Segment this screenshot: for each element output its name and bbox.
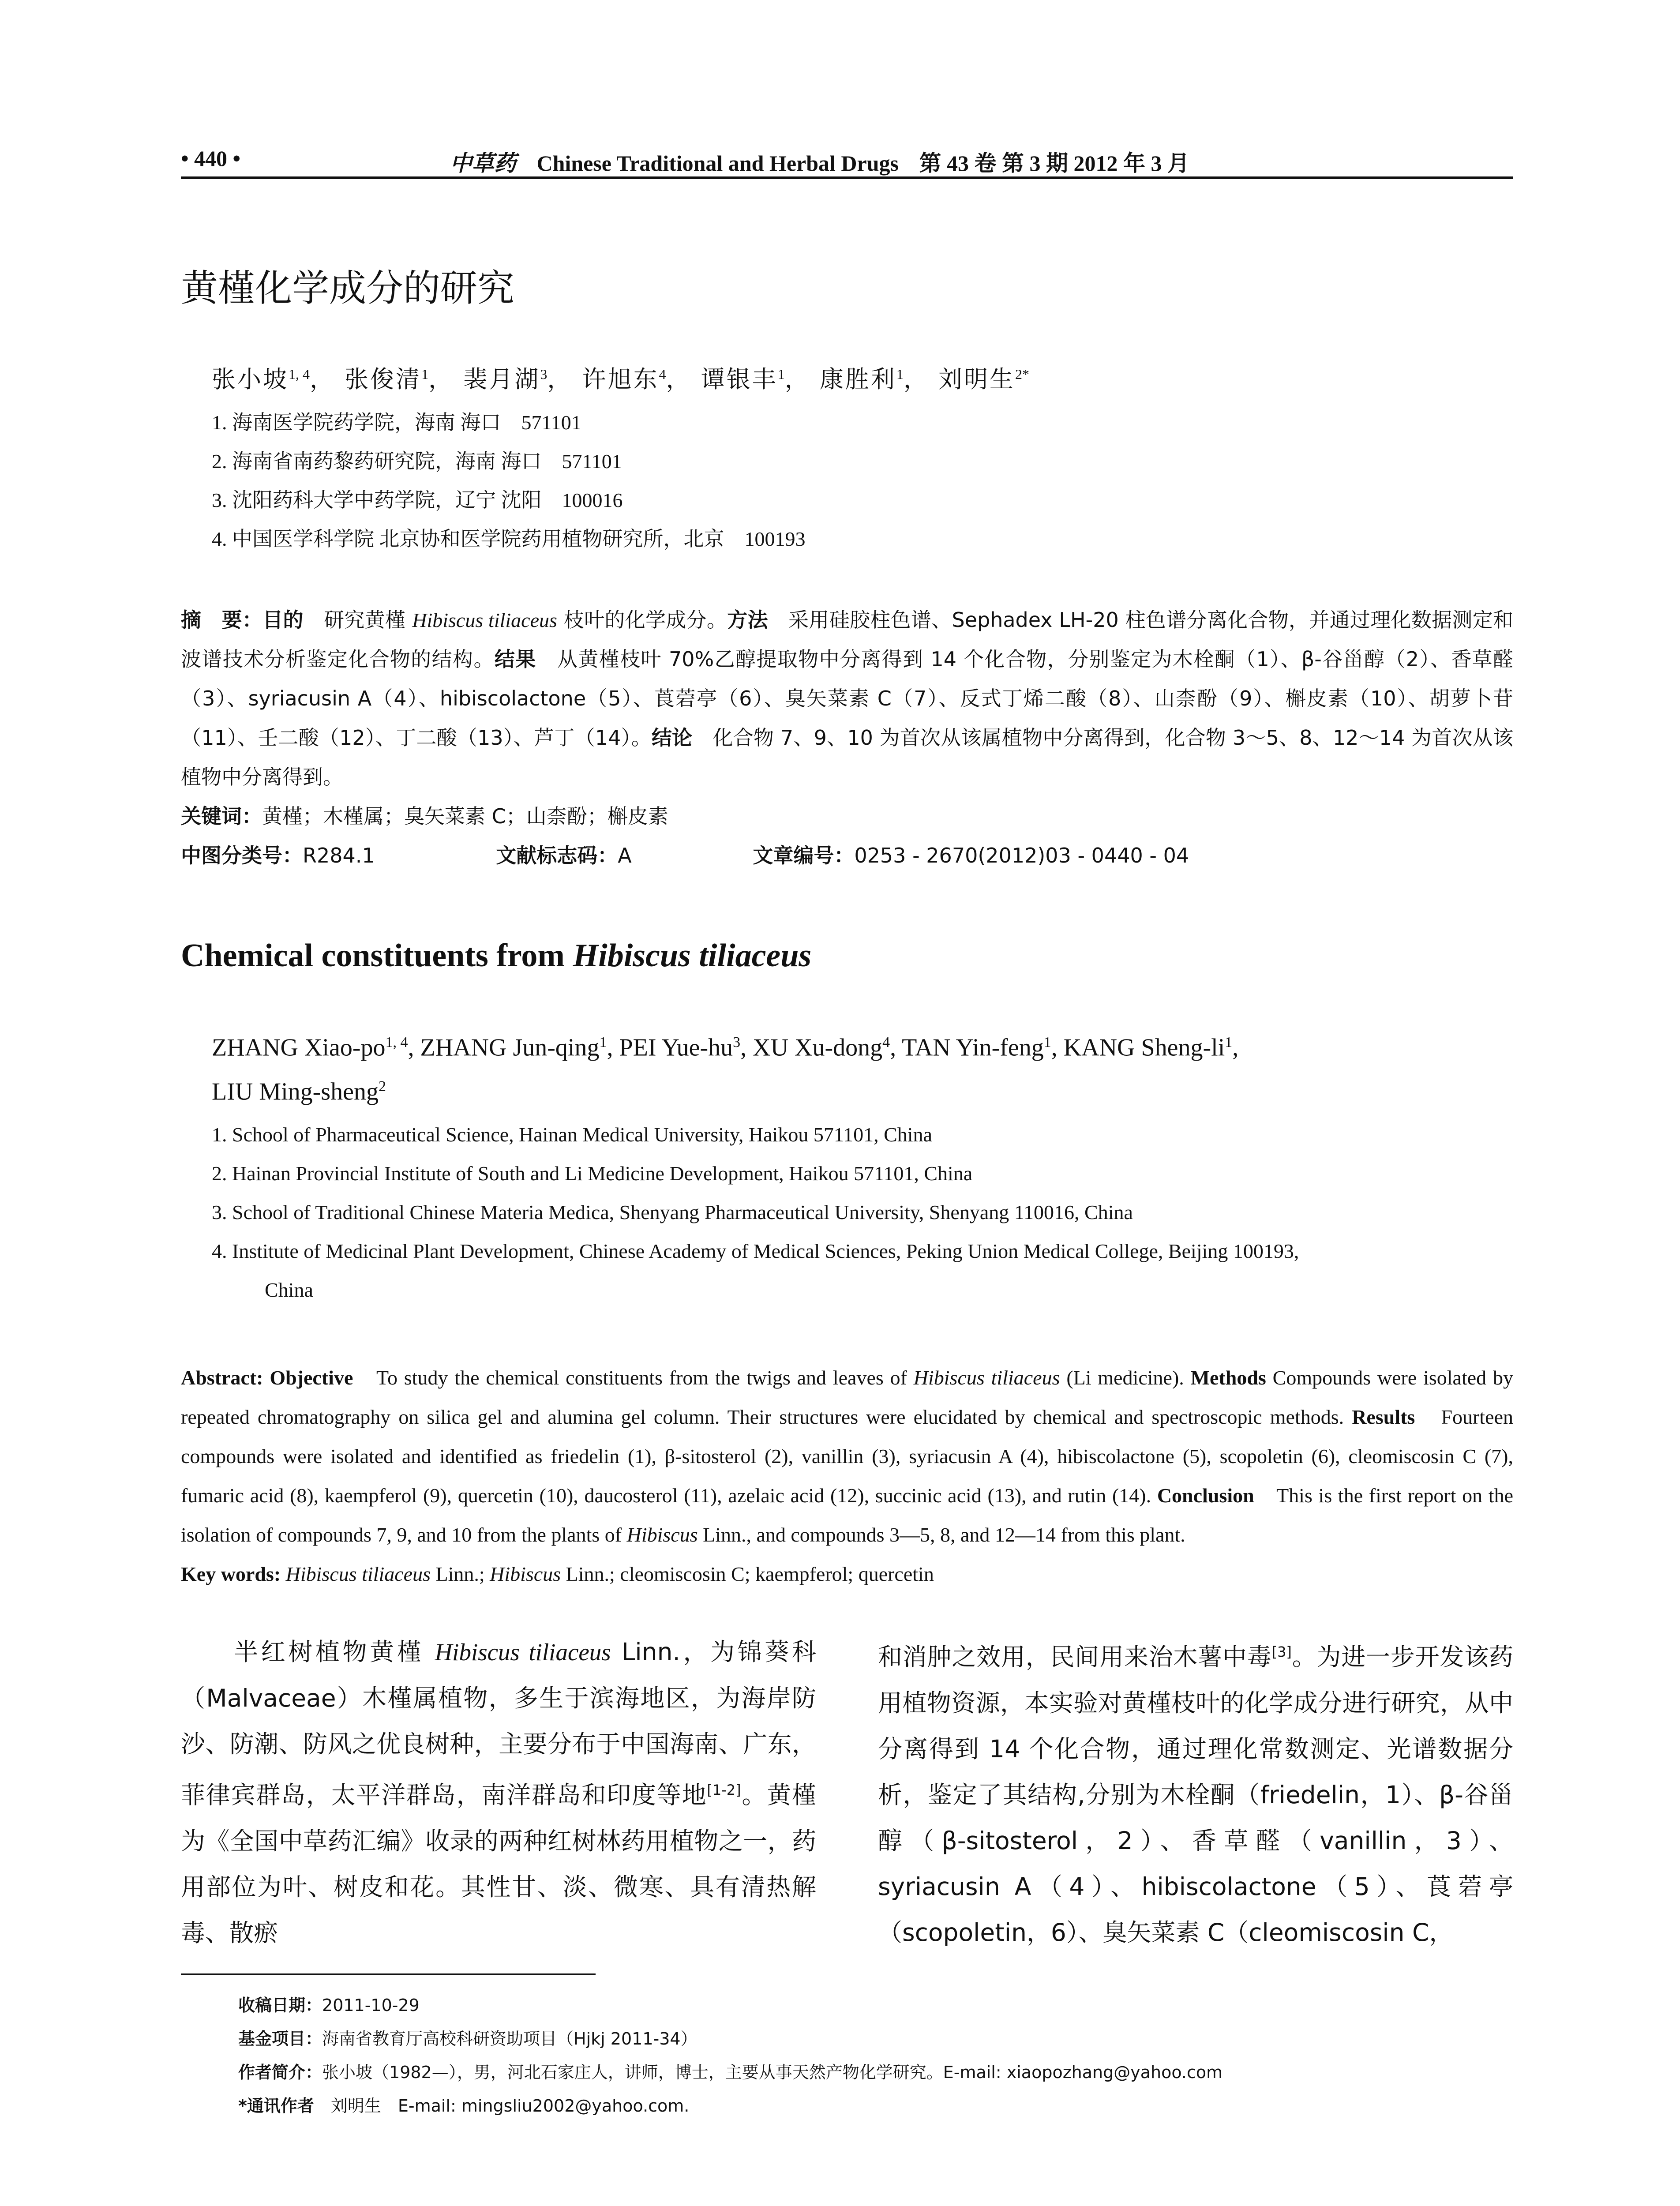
objective-text: 研究黄槿 — [303, 608, 412, 632]
affiliation-cn: 4. 中国医学科学院 北京协和医学院药用植物研究所，北京 100193 — [212, 528, 806, 550]
article-number — [753, 844, 1246, 867]
results-label: 结果 — [494, 647, 536, 671]
title-en — [181, 937, 1513, 975]
affiliation-cn: 2. 海南省南药黎药研究院，海南 海口 571101 — [212, 450, 622, 473]
species-name: Hibiscus tiliaceus — [435, 1639, 611, 1666]
title-en-text: Chemical constituents from — [181, 938, 573, 974]
keywords-text: 黄槿；木槿属；臭矢菜素 C；山柰酚；槲皮素 — [262, 804, 668, 828]
article-value: 0253 - 2670(2012)03 - 0440 - 04 — [854, 844, 1189, 867]
footnote — [238, 2056, 1513, 2089]
abstract-en-label: Abstract: Objective — [181, 1366, 353, 1389]
author-sup: 3 — [733, 1034, 741, 1050]
body-column-left — [181, 1629, 816, 1955]
author-en: KANG Sheng-li — [1063, 1034, 1225, 1062]
conclusion-text: 化合物 7、9、10 为首次从该属植物中分离得到，化合物 3～5、8、12～14 为首次从该植物中分离得到。 — [181, 726, 1514, 789]
author-sup: 1, 4 — [385, 1034, 408, 1050]
methods-label: 方法 — [727, 608, 768, 632]
author-sup: 1 — [1225, 1034, 1233, 1050]
affiliations-en — [212, 1115, 1513, 1309]
genus-name: Hibiscus — [490, 1563, 561, 1586]
results-en-text: Fourteen compounds were isolated and identified as friedelin (1), β-sitosterol (2), vanillin (3), syriacusin A (4), hibiscolactone (5), scopoletin (6), cleomiscosin C (7), fumaric acid (8), kaempferol (9), quercetin (10), daucosterol (11), azelaic acid (12), succinic acid (13), and rutin (14). — [181, 1406, 1513, 1507]
running-header — [181, 132, 1513, 179]
keywords-en-label: Key words: — [181, 1563, 281, 1586]
species-name: Hibiscus tiliaceus — [913, 1366, 1060, 1389]
objective-label: 目的 — [262, 608, 304, 632]
species-name: Hibiscus tiliaceus — [285, 1563, 431, 1586]
footnote-label: *通讯作者 — [238, 2096, 314, 2116]
authors-en: ZHANG Xiao-po$^{1, 4}$, ZHANG Jun-qing$^1$, PEI Yue-$hu^3$, XU Xu-dong$^4$, TAN Yin-feng$^1$, KANG Sheng-$li^1$, LIU Ming-sheng$^2$ — [212, 1034, 1239, 1106]
author-sup: 1 — [1043, 1034, 1051, 1050]
footnote-text: 2011-10-29 — [322, 1995, 420, 2015]
author-sup: 2* — [1015, 366, 1030, 382]
clc-value: R284.1 — [303, 844, 375, 867]
clc-number — [181, 844, 432, 867]
doc-value: A — [618, 844, 632, 867]
footnote-rule — [181, 1973, 596, 1975]
body-text: 和消肿之效用，民间用来治木薯中毒 — [878, 1643, 1272, 1671]
footnote — [238, 1988, 1513, 2022]
affiliation-en: 2. Hainan Provincial Institute of South and Li Medicine Development, Haikou 571101, China — [212, 1162, 973, 1185]
author-en: TAN Yin-feng — [902, 1034, 1044, 1062]
results-text: 从黄槿枝叶 70%乙醇提取物中分离得到 14 个化合物，分别鉴定为木栓酮（1）、β-谷甾醇（2）、香草醛（3）、syriacusin A（4）、hibiscolactone（5）、莨菪亭（6）、臭矢菜素 C（7）、反式丁烯二酸（8）、山柰酚（9）、槲皮素（10）、胡萝卜苷（11）、壬二酸（12）、丁二酸（13）、芦丁（14）。 — [181, 647, 1513, 750]
genus-name: Hibiscus — [626, 1523, 698, 1546]
author-sup: 4 — [882, 1034, 890, 1050]
footnote-label: 收稿日期： — [238, 1995, 322, 2015]
keywords-label: 关键词： — [181, 804, 262, 828]
body-columns — [181, 1629, 1513, 1955]
doc-label: 文献标志码： — [496, 844, 618, 867]
author-sup: 4 — [659, 366, 666, 382]
author-cn: 谭银丰 — [701, 365, 778, 393]
objective-en-text: (Li medicine). — [1060, 1366, 1191, 1389]
journal-issue: 第 43 卷 第 3 期 2012 年 3 月 — [919, 151, 1189, 176]
author-sup: 1 — [896, 366, 904, 382]
footnote-text: 张小坡（1982—），男，河北石家庄人，讲师，博士，主要从事天然产物化学研究。E-mail: xiaopozhang@yahoo.com — [322, 2062, 1223, 2082]
abstract-cn — [181, 600, 1513, 797]
citation-ref: [1-2] — [707, 1782, 741, 1799]
methods-en-label: Methods — [1190, 1366, 1266, 1389]
journal-name-cn: 中草药 — [450, 151, 516, 176]
affiliation-en: 3. School of Traditional Chinese Materia Medica, Shenyang Pharmaceutical University, Shenyang 110016, China — [212, 1201, 1133, 1224]
author-en: ZHANG Xiao-po — [212, 1034, 386, 1062]
author-sup: 1 — [599, 1034, 607, 1050]
conclusion-en-text: This is the first report on the isolation of compounds 7, 9, and 10 from the plants of — [181, 1484, 1514, 1546]
methods-text: 采用硅胶柱色谱、Sephadex LH-20 柱色谱分离化合物，并通过理化数据测定和波谱技术分析鉴定化合物的结构。 — [181, 608, 1514, 671]
footnotes — [238, 1988, 1513, 2123]
affiliation-en: 4. Institute of Medicinal Plant Development, Chinese Academy of Medical Sciences, Peking Union Medical College, Beijing 100193, — [212, 1240, 1299, 1263]
author-sup: 3 — [540, 366, 548, 382]
conclusion-label: 结论 — [651, 726, 693, 750]
author-en: ZHANG Jun-qing — [420, 1034, 600, 1062]
author-cn: 张小坡 — [212, 365, 289, 393]
clc-label: 中图分类号： — [181, 844, 303, 867]
classification-line — [181, 836, 1513, 875]
title-cn: 黄槿化学成分的研究 — [181, 266, 515, 310]
species-name: Hibiscus tiliaceus — [412, 609, 557, 631]
citation-ref: [3] — [1271, 1643, 1292, 1661]
footnote — [238, 2089, 1513, 2123]
keywords-cn — [181, 797, 1513, 836]
footnote-text: 刘明生 E-mail: mingsliu2002@yahoo.com. — [314, 2096, 690, 2116]
objective-text: 枝叶的化学成分。 — [557, 608, 728, 632]
footnote-label: 基金项目： — [238, 2029, 322, 2048]
conclusion-en-label: Conclusion — [1157, 1484, 1254, 1507]
journal-line — [450, 146, 1189, 177]
author-cn: 康胜利 — [819, 365, 896, 393]
body-text: 。为进一步开发该药用植物资源，本实验对黄槿枝叶的化学成分进行研究，从中分离得到 14 个化合物，通过理化常数测定、光谱数据分析，鉴定了其结构,分别为木栓酮（friedelin，1）、β-谷甾醇（β-sitosterol，2）、香草醛（vanillin，3）、syriacusin A（4）、hibiscolactone（5）、莨菪亭（scopoletin，6）、臭矢菜素 C（cleomiscosin C， — [878, 1643, 1513, 1947]
keywords-en-text: Linn.; cleomiscosin C; kaempferol; quercetin — [561, 1563, 934, 1586]
authors-cn: 张小坡$^{1, 4}$， 张俊清$^1$， 裴月湖$^3$， 许旭东$^4$， 谭银丰$^1$， 康胜利$^1$， 刘明生$^{2*}$ — [212, 365, 1030, 393]
methods-en-text: Compounds were isolated by repeated chromatography on silica gel and alumina gel column. Their structures were elucidated by chemical and spectroscopic methods. — [181, 1366, 1514, 1429]
author-en: LIU Ming-sheng — [212, 1078, 379, 1106]
body-column-right — [878, 1629, 1513, 1955]
affiliation-en-continued: China — [265, 1279, 313, 1302]
author-sup: 1, 4 — [289, 366, 310, 382]
author-sup: 1 — [777, 366, 785, 382]
affiliation-cn: 3. 沈阳药科大学中药学院，辽宁 沈阳 100016 — [212, 489, 623, 511]
keywords-en — [181, 1554, 1513, 1594]
title-en-species: Hibiscus tiliaceus — [573, 938, 812, 974]
footnote — [238, 2022, 1513, 2056]
author-sup: 1 — [421, 366, 429, 382]
paper-page — [181, 132, 1513, 2123]
abstract-en — [181, 1358, 1513, 1554]
body-text: Linn.，为锦葵科（Malvaceae）木槿属植物，多生于滨海地区，为海岸防沙、防潮、防风之优良树种，主要分布于中国海南、广东，菲律宾群岛，太平洋群岛，南洋群岛和印度等地 — [181, 1638, 817, 1809]
affiliation-en: 1. School of Pharmaceutical Science, Hainan Medical University, Haikou 571101, China — [212, 1123, 932, 1146]
author-en: XU Xu-dong — [753, 1034, 883, 1062]
body-text: 。黄槿为《全国中草药汇编》收录的两种红树林药用植物之一，药用部位为叶、树皮和花。其性甘、淡、微寒、具有清热解毒、散瘀 — [181, 1781, 816, 1947]
affiliation-cn: 1. 海南医学院药学院，海南 海口 571101 — [212, 411, 581, 434]
document-code — [496, 844, 689, 867]
conclusion-en-text: Linn., and compounds 3—5, 8, and 12—14 from this plant. — [698, 1523, 1185, 1546]
article-label: 文章编号： — [753, 844, 855, 867]
author-sup: 2 — [378, 1078, 386, 1095]
author-cn: 许旭东 — [582, 365, 659, 393]
body-text: 半红树植物黄槿 — [234, 1638, 435, 1666]
page-number: • 440 • — [181, 146, 241, 171]
author-cn: 裴月湖 — [463, 365, 540, 393]
results-en-label: Results — [1352, 1406, 1415, 1429]
author-en: PEI Yue-hu — [619, 1034, 733, 1062]
journal-name-en: Chinese Traditional and Herbal Drugs — [536, 151, 899, 176]
abstract-label: 摘 要： — [181, 608, 263, 632]
author-cn: 刘明生 — [938, 365, 1016, 393]
objective-en-text: To study the chemical constituents from the twigs and leaves of — [353, 1366, 914, 1389]
footnote-text: 海南省教育厅高校科研资助项目（Hjkj 2011-34） — [322, 2029, 698, 2048]
footnote-label: 作者简介： — [238, 2062, 322, 2082]
keywords-en-text: Linn.; — [431, 1563, 490, 1586]
author-cn: 张俊清 — [345, 365, 422, 393]
